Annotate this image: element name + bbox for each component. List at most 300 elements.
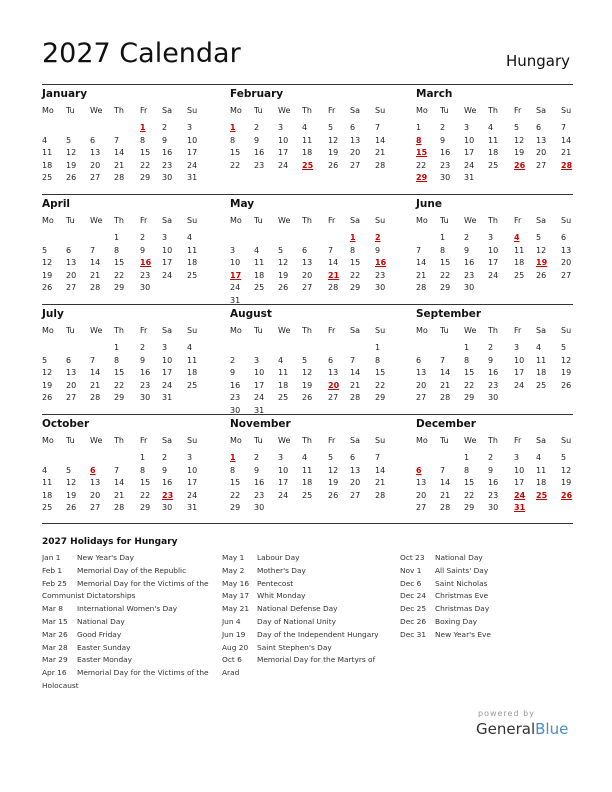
day-cell: 5 (42, 355, 48, 365)
weekday-header: Mo (42, 436, 54, 445)
weekday-header: Fr (328, 106, 336, 115)
day-cell: 22 (464, 490, 475, 500)
holiday-date: Dec 6 (400, 578, 422, 588)
holiday-day-cell: 28 (561, 160, 573, 170)
month-april (42, 195, 207, 303)
holiday-date: Jun 19 (222, 629, 246, 639)
holiday-day-cell: 25 (536, 490, 548, 500)
day-cell: 20 (90, 160, 101, 170)
weekday-header: Su (375, 436, 386, 445)
day-cell: 10 (278, 135, 289, 145)
day-cell: 13 (90, 478, 101, 487)
weekday-header: Su (187, 216, 198, 225)
day-cell: 15 (464, 478, 475, 487)
day-cell: 1 (464, 453, 470, 462)
day-cell: 15 (140, 478, 151, 487)
weekday-header: Tu (254, 106, 263, 115)
holiday-date: May 2 (222, 565, 245, 575)
day-cell: 13 (350, 135, 361, 145)
day-cell: 20 (416, 380, 427, 390)
holiday-name: Christmas Day (435, 604, 490, 614)
weekday-header: Fr (328, 326, 336, 335)
weekday-header: Su (561, 106, 572, 115)
holiday-day-cell: 31 (514, 503, 526, 512)
holiday-day-cell: 1 (230, 453, 236, 462)
day-cell: 9 (488, 355, 494, 365)
day-cell: 5 (66, 465, 72, 475)
day-cell: 10 (162, 355, 173, 365)
day-cell: 2 (488, 453, 494, 462)
day-cell: 19 (328, 478, 339, 487)
day-cell: 19 (66, 490, 77, 500)
weekday-header: Th (302, 106, 312, 115)
day-cell: 12 (66, 148, 77, 157)
day-cell: 17 (488, 258, 499, 267)
holiday-column-3 (400, 552, 572, 642)
day-cell: 8 (464, 355, 470, 365)
day-cell: 23 (488, 490, 499, 500)
day-cell: 5 (302, 355, 308, 365)
holiday-date: Mar 26 (42, 629, 68, 639)
day-cell: 18 (488, 148, 499, 157)
holiday-item (400, 590, 572, 603)
day-cell: 22 (140, 490, 151, 500)
weekday-header: Sa (536, 436, 546, 445)
weekday-header: Fr (140, 326, 148, 335)
day-cell: 30 (464, 283, 475, 292)
day-cell: 18 (514, 258, 525, 267)
weekday-header: Fr (328, 436, 336, 445)
day-cell: 16 (464, 258, 475, 267)
holiday-day-cell: 1 (140, 123, 146, 132)
holiday-date: Mar 28 (42, 642, 68, 652)
month-march (416, 85, 581, 193)
holiday-name: Labour Day (257, 553, 300, 562)
holiday-day-cell: 16 (375, 258, 387, 267)
weekday-header: Mo (230, 216, 242, 225)
holiday-day-cell: 1 (350, 233, 356, 242)
day-cell: 26 (42, 393, 53, 402)
weekday-header: Th (114, 216, 124, 225)
day-cell: 11 (514, 245, 525, 255)
day-cell: 26 (278, 283, 289, 292)
day-cell: 5 (42, 245, 48, 255)
weekday-header: We (90, 216, 103, 225)
weekday-header: Fr (140, 436, 148, 445)
month-name: May (230, 198, 255, 210)
holiday-date: Jan 1 (42, 553, 61, 562)
holiday-date: Apr 16 (42, 668, 67, 678)
day-cell: 21 (375, 478, 386, 487)
weekday-header: Su (187, 436, 198, 445)
holiday-item (222, 578, 394, 591)
day-cell: 19 (561, 478, 572, 487)
holiday-day-cell: 1 (230, 123, 236, 132)
holidays-title: 2027 Holidays for Hungary (42, 537, 178, 547)
day-cell: 13 (416, 478, 427, 487)
day-cell: 3 (187, 123, 193, 132)
brand-logo[interactable] (476, 720, 568, 738)
day-cell: 4 (536, 343, 542, 352)
holiday-item (222, 565, 394, 578)
month-february (230, 85, 395, 193)
day-cell: 24 (187, 160, 198, 170)
day-cell: 7 (561, 123, 567, 132)
day-cell: 27 (90, 503, 101, 512)
day-cell: 8 (464, 465, 470, 475)
day-cell: 18 (42, 160, 53, 170)
holiday-date: Dec 24 (400, 591, 427, 601)
day-cell: 27 (66, 283, 77, 292)
holiday-date: Mar 29 (42, 655, 68, 665)
day-cell: 30 (140, 283, 151, 292)
day-cell: 12 (278, 258, 289, 267)
day-cell: 9 (254, 465, 260, 475)
day-cell: 2 (488, 343, 494, 352)
month-name: October (42, 418, 90, 430)
day-cell: 24 (162, 270, 173, 280)
day-cell: 7 (375, 453, 381, 462)
holiday-name: Pentecost (257, 578, 294, 588)
day-cell: 11 (536, 355, 547, 365)
day-cell: 17 (162, 368, 173, 377)
month-row (42, 84, 573, 195)
weekday-header: Mo (42, 216, 54, 225)
day-cell: 12 (328, 135, 339, 145)
weekday-header: Su (375, 326, 386, 335)
holiday-day-cell: 19 (536, 258, 548, 267)
holiday-day-cell: 8 (416, 135, 422, 145)
day-cell: 29 (464, 503, 475, 512)
day-cell: 4 (536, 453, 542, 462)
day-cell: 2 (254, 123, 260, 132)
holiday-name: National Day (435, 553, 483, 562)
day-cell: 14 (375, 135, 386, 145)
day-cell: 19 (66, 160, 77, 170)
day-cell: 17 (514, 368, 525, 377)
day-cell: 24 (278, 490, 289, 500)
day-cell: 31 (464, 173, 475, 182)
day-cell: 2 (140, 233, 146, 242)
holiday-item (400, 616, 572, 629)
day-cell: 28 (114, 503, 125, 512)
weekday-header: Mo (42, 106, 54, 115)
weekday-header: Sa (162, 326, 172, 335)
day-cell: 30 (440, 173, 451, 182)
day-cell: 12 (514, 135, 525, 145)
day-cell: 13 (66, 258, 77, 267)
day-cell: 10 (514, 355, 525, 365)
day-cell: 4 (278, 355, 284, 365)
day-cell: 24 (278, 160, 289, 170)
holiday-date: Feb 25 (42, 578, 67, 588)
weekday-header: Fr (140, 106, 148, 115)
day-cell: 3 (162, 343, 168, 352)
month-july (42, 305, 207, 413)
day-cell: 29 (114, 283, 125, 292)
holiday-name: New Year's Eve (435, 629, 491, 639)
day-cell: 6 (302, 245, 308, 255)
day-cell: 15 (140, 148, 151, 157)
day-cell: 22 (114, 270, 125, 280)
day-cell: 4 (187, 343, 193, 352)
month-october (42, 415, 207, 523)
day-cell: 16 (440, 148, 451, 157)
day-cell: 29 (464, 393, 475, 402)
day-cell: 29 (230, 503, 241, 512)
weekday-header: We (90, 436, 103, 445)
day-cell: 11 (42, 148, 53, 157)
weekday-header: Su (187, 106, 198, 115)
weekday-header: Fr (514, 216, 522, 225)
weekday-header: Th (488, 106, 498, 115)
weekday-header: Tu (440, 106, 449, 115)
day-cell: 15 (230, 478, 241, 487)
day-cell: 19 (328, 148, 339, 157)
day-cell: 29 (440, 283, 451, 292)
day-cell: 9 (140, 355, 146, 365)
day-cell: 20 (66, 380, 77, 390)
month-row (42, 194, 573, 305)
weekday-header: Th (302, 326, 312, 335)
day-cell: 5 (328, 453, 334, 462)
day-cell: 30 (162, 503, 173, 512)
powered-by-text: powered by (478, 709, 535, 718)
holiday-name: Christmas Eve (435, 591, 489, 601)
holiday-item (222, 603, 394, 616)
holiday-name: National Day (77, 616, 125, 626)
day-cell: 26 (302, 393, 313, 402)
day-cell: 28 (440, 393, 451, 402)
weekday-header: Sa (350, 436, 360, 445)
day-cell: 2 (254, 453, 260, 462)
day-cell: 25 (536, 380, 547, 390)
day-cell: 17 (254, 380, 265, 390)
holiday-day-cell: 6 (416, 465, 422, 475)
day-cell: 15 (230, 148, 241, 157)
day-cell: 19 (302, 380, 313, 390)
day-cell: 3 (514, 343, 520, 352)
day-cell: 6 (90, 135, 96, 145)
weekday-header: We (464, 436, 477, 445)
day-cell: 23 (230, 393, 241, 402)
month-september (416, 305, 581, 413)
day-cell: 20 (66, 270, 77, 280)
holiday-name: Saint Stephen's Day (257, 642, 332, 652)
day-cell: 4 (187, 233, 193, 242)
holiday-date: Mar 15 (42, 616, 68, 626)
day-cell: 27 (302, 283, 313, 292)
day-cell: 22 (350, 270, 361, 280)
day-cell: 7 (328, 245, 334, 255)
day-cell: 3 (230, 245, 236, 255)
day-cell: 21 (416, 270, 427, 280)
holiday-name: Whit Monday (257, 591, 306, 601)
holiday-name: Good Friday (77, 629, 122, 639)
weekday-header: Fr (514, 326, 522, 335)
weekday-header: Tu (440, 216, 449, 225)
weekday-header: Su (561, 326, 572, 335)
holiday-date: Aug 20 (222, 642, 249, 652)
weekday-header: Tu (440, 326, 449, 335)
holiday-item (400, 552, 572, 565)
weekday-header: Mo (416, 216, 428, 225)
day-cell: 23 (140, 270, 151, 280)
day-cell: 16 (140, 368, 151, 377)
day-cell: 22 (230, 490, 241, 500)
day-cell: 4 (42, 465, 48, 475)
day-cell: 23 (375, 270, 386, 280)
day-cell: 6 (561, 233, 567, 242)
holiday-name: Easter Monday (77, 655, 133, 665)
holiday-date: May 21 (222, 604, 250, 614)
day-cell: 30 (488, 393, 499, 402)
day-cell: 2 (464, 233, 470, 242)
day-cell: 9 (488, 465, 494, 475)
day-cell: 13 (66, 368, 77, 377)
day-cell: 14 (375, 465, 386, 475)
month-december (416, 415, 581, 523)
day-cell: 2 (162, 453, 168, 462)
weekday-header: Tu (254, 216, 263, 225)
day-cell: 24 (254, 393, 265, 402)
weekday-header: Sa (536, 326, 546, 335)
day-cell: 11 (302, 465, 313, 475)
day-cell: 9 (254, 135, 260, 145)
day-cell: 9 (230, 368, 236, 377)
weekday-header: We (278, 436, 291, 445)
holiday-name: International Women's Day (77, 604, 178, 614)
day-cell: 22 (140, 160, 151, 170)
day-cell: 8 (230, 135, 236, 145)
day-cell: 5 (561, 343, 567, 352)
holiday-day-cell: 23 (162, 490, 174, 500)
day-cell: 5 (561, 453, 567, 462)
day-cell: 6 (536, 123, 542, 132)
day-cell: 21 (561, 148, 572, 157)
day-cell: 27 (350, 490, 361, 500)
day-cell: 24 (464, 160, 475, 170)
weekday-header: We (90, 106, 103, 115)
day-cell: 10 (488, 245, 499, 255)
day-cell: 23 (254, 160, 265, 170)
day-cell: 24 (514, 380, 525, 390)
day-cell: 26 (561, 380, 572, 390)
holiday-column-2 (222, 552, 394, 680)
weekday-header: We (278, 106, 291, 115)
holiday-item (42, 629, 214, 642)
day-cell: 25 (278, 393, 289, 402)
day-cell: 28 (375, 160, 386, 170)
day-cell: 7 (90, 355, 96, 365)
day-cell: 18 (536, 368, 547, 377)
weekday-header: Tu (440, 436, 449, 445)
day-cell: 11 (536, 465, 547, 475)
weekday-header: Tu (254, 436, 263, 445)
day-cell: 13 (328, 368, 339, 377)
day-cell: 28 (440, 503, 451, 512)
day-cell: 20 (536, 148, 547, 157)
month-name: August (230, 308, 272, 320)
day-cell: 17 (187, 148, 198, 157)
day-cell: 9 (162, 135, 168, 145)
day-cell: 19 (42, 380, 53, 390)
day-cell: 10 (278, 465, 289, 475)
day-cell: 16 (488, 478, 499, 487)
holiday-day-cell: 29 (416, 173, 428, 182)
weekday-header: Sa (162, 436, 172, 445)
weekday-header: Su (375, 106, 386, 115)
holiday-item (42, 654, 214, 667)
day-cell: 25 (254, 283, 265, 292)
day-cell: 1 (114, 343, 120, 352)
day-cell: 5 (536, 233, 542, 242)
day-cell: 14 (561, 135, 572, 145)
holiday-date: Jun 4 (222, 616, 241, 626)
day-cell: 22 (440, 270, 451, 280)
day-cell: 14 (90, 258, 101, 267)
day-cell: 24 (162, 380, 173, 390)
holiday-name: Boxing Day (435, 616, 478, 626)
holiday-item (42, 642, 214, 655)
holiday-day-cell: 25 (302, 160, 314, 170)
day-cell: 1 (440, 233, 446, 242)
holiday-item (400, 565, 572, 578)
month-november (230, 415, 395, 523)
weekday-header: Th (302, 436, 312, 445)
holiday-name: Day of National Unity (257, 616, 336, 626)
holiday-item (42, 616, 214, 629)
day-cell: 27 (416, 503, 427, 512)
holiday-item (222, 590, 394, 603)
day-cell: 12 (561, 465, 572, 475)
day-cell: 14 (328, 258, 339, 267)
day-cell: 7 (114, 135, 120, 145)
day-cell: 5 (514, 123, 520, 132)
day-cell: 10 (464, 135, 475, 145)
day-cell: 25 (187, 380, 198, 390)
holiday-date: Oct 23 (400, 553, 425, 562)
day-cell: 2 (140, 343, 146, 352)
weekday-header: Th (488, 436, 498, 445)
day-cell: 4 (488, 123, 494, 132)
holiday-item (42, 552, 214, 565)
holiday-date: Nov 1 (400, 565, 422, 575)
brand-text-blue: Blue (535, 720, 569, 738)
day-cell: 16 (162, 148, 173, 157)
day-cell: 14 (114, 148, 125, 157)
day-cell: 30 (230, 405, 241, 415)
day-cell: 7 (90, 245, 96, 255)
day-cell: 26 (42, 283, 53, 292)
day-cell: 13 (561, 245, 572, 255)
day-cell: 20 (416, 490, 427, 500)
weekday-header: We (464, 326, 477, 335)
day-cell: 3 (162, 233, 168, 242)
day-cell: 17 (278, 478, 289, 487)
weekday-header: Su (375, 216, 386, 225)
holiday-date: Oct 6 (222, 655, 242, 665)
holiday-date: May 1 (222, 553, 245, 562)
holiday-name: Mother's Day (257, 565, 306, 575)
holiday-date: May 17 (222, 591, 250, 601)
brand-text-general: General (476, 720, 536, 738)
weekday-header: Sa (162, 216, 172, 225)
day-cell: 15 (114, 258, 125, 267)
day-cell: 23 (254, 490, 265, 500)
holiday-day-cell: 6 (90, 465, 96, 475)
weekday-header: Sa (536, 216, 546, 225)
